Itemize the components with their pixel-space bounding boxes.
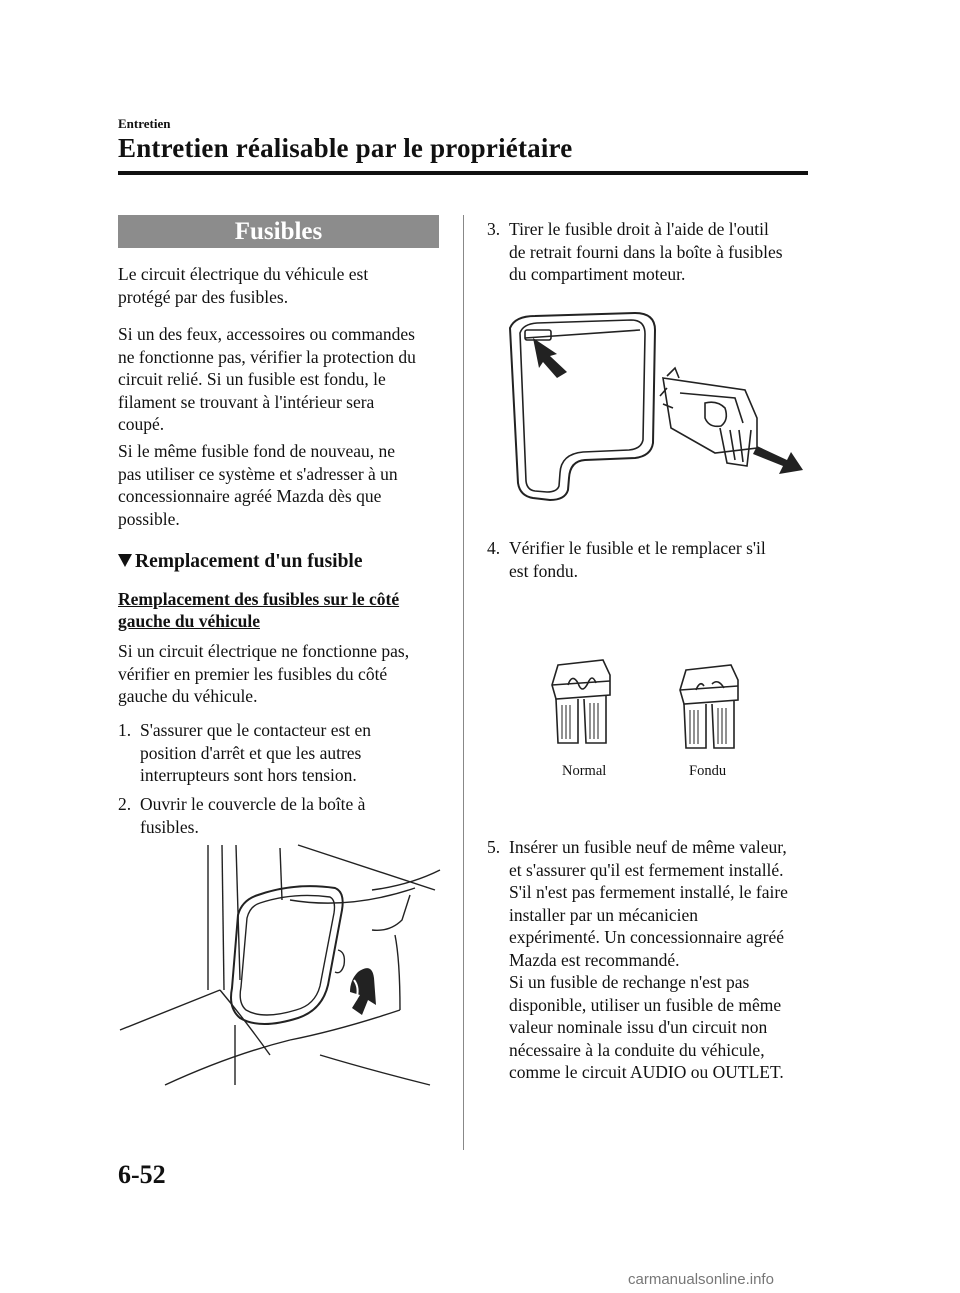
subheading: Remplacement d'un fusible [118,551,443,573]
caption-normal: Normal [562,763,607,779]
paragraph-repeat-blow: Si le même fusible fond de nouveau, ne pas utiliser ce système et s'adresser à un concessionnaire agréé Mazda dès que possible. [118,441,398,529]
triangle-bullet-icon [118,554,132,567]
section-label: Entretien [118,116,171,131]
fuse-normal-illustration [548,655,624,755]
fuse-puller-illustration [495,308,815,508]
paragraph-left-side: Si un circuit électrique ne fonctionne pas, vérifier en premier les fusibles du côté gauche du véhicule. [118,641,410,706]
chapter-title: Entretien réalisable par le propriétaire [118,133,573,163]
intro-paragraph: Le circuit électrique du véhicule est protégé par des fusibles. [118,264,369,307]
fuse-blown-illustration [676,660,752,760]
underline-heading: Remplacement des fusibles sur le côté gauche du véhicule [118,589,400,631]
arrow-open-icon [350,968,376,1015]
paragraph-check-circuit: Si un des feux, accessoires ou commandes ne fonctionne pas, vérifier la protection du circuit relié. Si un fusible est fondu, le filament se trouvant à l'intérieur sera coupé. [118,324,416,434]
column-divider [463,215,464,1150]
caption-blown: Fondu [689,763,727,779]
arrow-pull-icon [753,446,803,474]
page-number: 6-52 [118,1160,166,1189]
arrow-up-icon [533,338,567,378]
header-rule [118,171,808,175]
watermark: carmanualsonline.info [628,1271,774,1288]
fuse-box-cover-illustration [110,840,450,1090]
section-banner: Fusibles [118,215,439,248]
